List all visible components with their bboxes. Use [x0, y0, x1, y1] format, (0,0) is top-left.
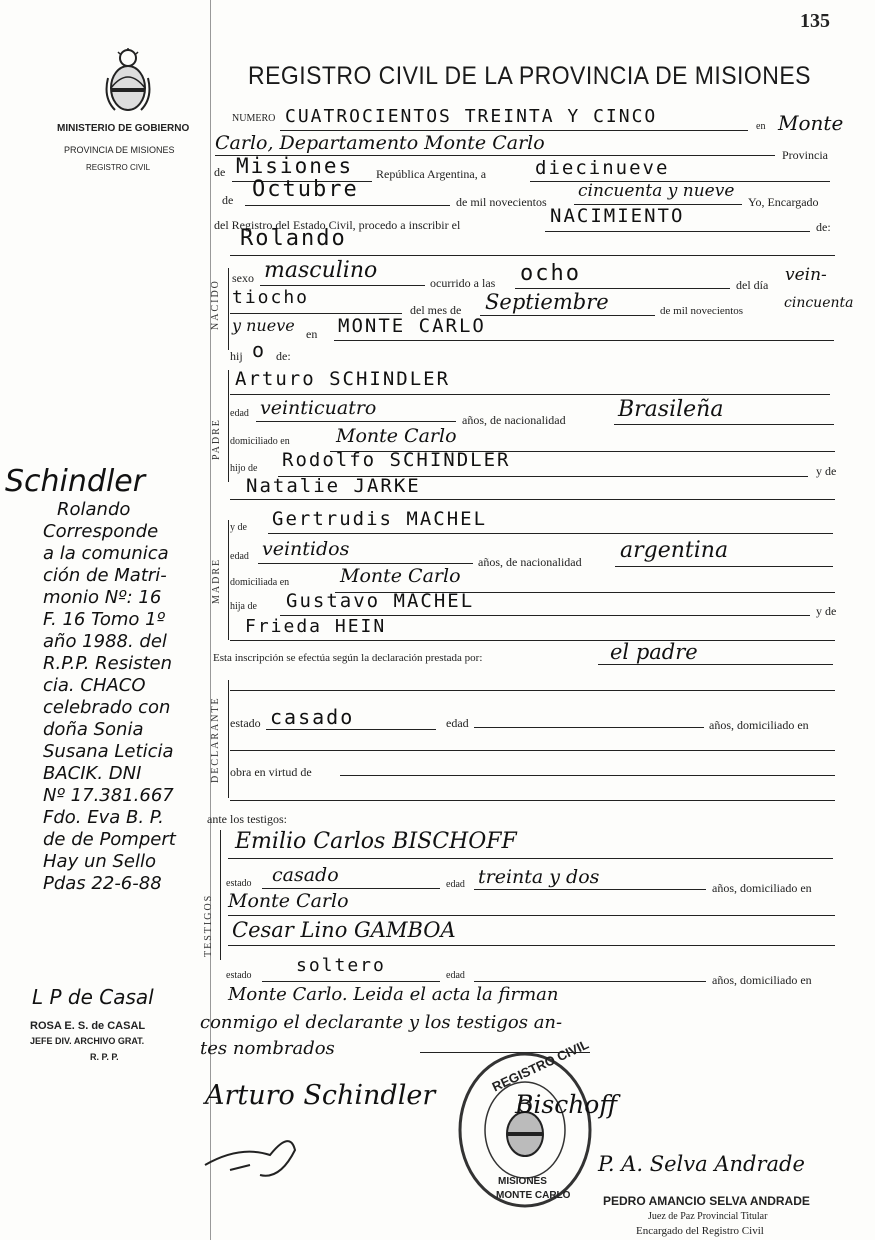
padre-nac: Brasileña	[618, 397, 724, 422]
seal-top: REGISTRO CIVIL	[489, 1036, 591, 1095]
label-de-month: de	[222, 193, 234, 207]
madre-domicilio: Monte Carlo	[340, 565, 461, 587]
label-de-colon: de:	[816, 220, 831, 234]
t2-estado: soltero	[296, 955, 386, 976]
margin-line: cia. CHACO	[43, 675, 146, 696]
rule	[228, 680, 229, 798]
declarante-value: el padre	[610, 640, 698, 664]
label-anios-nac: años, de nacionalidad	[462, 413, 566, 427]
t2-domicilio: Monte Carlo. Leida el acta la firman	[228, 984, 559, 1005]
rule	[230, 750, 835, 751]
coat-of-arms-icon	[103, 48, 153, 118]
margin-line: Susana Leticia	[43, 741, 174, 762]
document-title: REGISTRO CIVIL DE LA PROVINCIA DE MISIONES	[248, 62, 811, 90]
padre-madre: Natalie JARKE	[246, 475, 421, 497]
ministry-line2: PROVINCIA DE MISIONES	[64, 145, 175, 155]
label-inscripcion: Esta inscripción se efectúa según la declaración prestada por:	[213, 652, 483, 664]
rule	[262, 981, 440, 982]
rule	[598, 664, 833, 665]
rule	[230, 313, 402, 314]
official-title1: Juez de Paz Provincial Titular	[648, 1211, 768, 1222]
stamp-line2: JEFE DIV. ARCHIVO GRAT.	[30, 1036, 145, 1046]
label-y-de3: y de	[816, 604, 837, 618]
rule	[260, 285, 425, 286]
label-anios-dom-t2: años, domiciliado en	[712, 973, 812, 987]
margin-line: celebrado con	[43, 697, 171, 718]
seal-bottom-2: MONTE CARLO	[496, 1190, 571, 1201]
rule	[230, 640, 835, 641]
rule	[474, 889, 706, 890]
label-edad-t1: edad	[446, 879, 465, 890]
label-de: de	[214, 165, 226, 179]
margin-line: año 1988. del	[43, 631, 167, 652]
label-numero: NUMERO	[232, 113, 276, 124]
rule	[515, 288, 730, 289]
side-label-declarante: DECLARANTE	[210, 696, 221, 783]
lugar-value: MONTE CARLO	[338, 315, 486, 337]
rule	[228, 945, 835, 946]
madre-nombre: Gertrudis MACHEL	[272, 508, 488, 530]
year-value: cincuenta y nueve	[578, 181, 735, 201]
t1-estado: casado	[272, 864, 339, 886]
side-label-madre: MADRE	[211, 557, 222, 604]
acta-type: NACIMIENTO	[550, 205, 685, 227]
margin-line: a la comunica	[43, 543, 169, 564]
madre-padre: Gustavo MACHEL	[286, 590, 475, 612]
label-de2: de:	[276, 349, 291, 363]
anio-value-2: y nueve	[232, 316, 295, 335]
margin-line: BACIK. DNI	[43, 763, 142, 784]
testigo2: Cesar Lino GAMBOA	[232, 918, 456, 942]
ministry-line3: REGISTRO CIVIL	[86, 163, 151, 172]
margin-line: ción de Matri-	[43, 565, 167, 586]
label-anios-nac-madre: años, de nacionalidad	[478, 555, 582, 569]
margin-line: F. 16 Tomo 1º	[43, 609, 166, 630]
padre-nombre: Arturo SCHINDLER	[235, 368, 451, 390]
t1-domicilio: Monte Carlo	[228, 890, 349, 912]
official-signature: P. A. Selva Andrade	[598, 1152, 805, 1176]
hijo-suffix: o	[252, 338, 267, 362]
rule	[266, 729, 436, 730]
label-del-dia: del día	[736, 278, 769, 292]
label-republica: República Argentina, a	[376, 167, 487, 181]
place-part1: Monte	[778, 111, 844, 135]
margin-line: Pdas 22-6-88	[43, 873, 162, 894]
rule	[230, 394, 830, 395]
padre-domicilio: Monte Carlo	[336, 425, 457, 447]
margin-line: Schindler	[5, 464, 146, 499]
rule	[230, 499, 835, 500]
padre-padre: Rodolfo SCHINDLER	[282, 449, 511, 471]
label-en: en	[756, 121, 766, 132]
ministry-line1: MINISTERIO DE GOBIERNO	[57, 123, 190, 134]
dia-value-2: tiocho	[232, 287, 310, 308]
margin-line: Fdo. Eva B. P.	[43, 807, 164, 828]
label-estado-t2: estado	[226, 970, 252, 981]
rule	[230, 690, 835, 691]
rule	[268, 533, 833, 534]
rule	[614, 424, 834, 425]
hora-value: ocho	[520, 261, 581, 286]
label-edad-t2: edad	[446, 970, 465, 981]
numero-value: CUATROCIENTOS TREINTA Y CINCO	[285, 106, 658, 127]
child-name: Rolando	[240, 226, 347, 251]
rule	[480, 315, 655, 316]
label-del-mes: del mes de	[410, 303, 462, 317]
stamp-line3: R. P. P.	[90, 1052, 119, 1062]
rule	[230, 255, 835, 256]
page-number: 135	[800, 10, 830, 32]
closing-line2: conmigo el declarante y los testigos an-	[200, 1012, 563, 1033]
side-label-nacido: NACIDO	[210, 279, 221, 330]
label-registro: del Registro del Estado Civil, procedo a inscribir el	[214, 218, 461, 232]
witness-signature: Bischoff	[515, 1090, 618, 1119]
label-hijo: hij	[230, 349, 243, 363]
label-ocurrido: ocurrido a las	[430, 276, 496, 290]
testigo1: Emilio Carlos BISCHOFF	[235, 829, 517, 854]
madre-nac: argentina	[620, 538, 729, 563]
label-year: de mil novecientos	[456, 195, 547, 209]
label-yo: Yo, Encargado	[748, 195, 819, 209]
rule	[228, 915, 835, 916]
label-de-mil: de mil novecientos	[660, 305, 744, 317]
rule	[230, 800, 835, 801]
label-edad: edad	[230, 408, 249, 419]
rule	[228, 520, 229, 640]
rule	[545, 231, 810, 232]
label-provincia: Provincia	[782, 148, 828, 162]
stamp-line1: ROSA E. S. de CASAL	[30, 1020, 146, 1032]
scribble-signature-icon	[200, 1125, 330, 1185]
rule	[262, 888, 440, 889]
rule	[258, 563, 473, 564]
sexo-value: masculino	[264, 258, 378, 283]
margin-line: Rolando	[57, 499, 131, 520]
rule	[220, 830, 221, 960]
provincia-value: Misiones	[236, 154, 354, 178]
margin-line: R.P.P. Resisten	[43, 653, 173, 674]
label-y-de: y de	[816, 464, 837, 478]
label-domiciliada: domiciliada en	[230, 577, 290, 588]
dia-value-1: vein-	[785, 265, 827, 285]
padre-edad: veinticuatro	[260, 397, 377, 419]
rule	[228, 268, 229, 350]
margin-line: de de Pompert	[43, 829, 176, 850]
label-anios-dom: años, domiciliado en	[709, 718, 809, 732]
label-estado-t1: estado	[226, 878, 252, 889]
label-edad-madre: edad	[230, 551, 249, 562]
label-edad-decl: edad	[446, 716, 469, 730]
label-sexo: sexo	[232, 271, 254, 285]
label-domiciliado: domiciliado en	[230, 436, 290, 447]
madre-edad: veintidos	[262, 538, 350, 560]
closing-line3: tes nombrados	[200, 1038, 335, 1059]
label-hijo-de: hijo de	[230, 463, 258, 474]
label-y-de2: y de	[230, 522, 247, 533]
rule	[340, 775, 835, 776]
mes-value: Septiembre	[485, 290, 609, 314]
margin-line: doña Sonia	[43, 719, 144, 740]
label-hija-de: hija de	[230, 601, 257, 612]
t1-edad: treinta y dos	[478, 866, 600, 888]
madre-madre: Frieda HEIN	[245, 616, 387, 637]
rule	[228, 858, 833, 859]
decl-estado: casado	[270, 705, 355, 729]
side-label-testigos: TESTIGOS	[203, 893, 214, 957]
margin-line: Hay un Sello	[43, 851, 156, 872]
rule	[280, 130, 748, 131]
margin-signature: L P de Casal	[32, 985, 154, 1009]
rule	[228, 370, 229, 482]
side-label-padre: PADRE	[211, 418, 222, 460]
label-testigos: ante los testigos:	[207, 812, 287, 826]
anio-value-1: cincuenta	[784, 295, 854, 311]
margin-line: Nº 17.381.667	[43, 785, 174, 806]
label-obra: obra en virtud de	[230, 765, 312, 779]
seal-bottom-1: MISIONES	[498, 1176, 547, 1187]
label-estado: estado	[230, 716, 261, 730]
rule	[474, 981, 706, 982]
rule	[245, 205, 450, 206]
margin-note	[3, 465, 208, 895]
day-value: diecinueve	[535, 157, 670, 179]
rule	[474, 727, 704, 728]
margin-line: Corresponde	[43, 521, 159, 542]
rule	[256, 421, 456, 422]
month-value: Octubre	[252, 177, 359, 202]
official-name: PEDRO AMANCIO SELVA ANDRADE	[603, 1194, 810, 1208]
rule	[334, 340, 834, 341]
label-en2: en	[306, 327, 318, 341]
place-part2: Carlo, Departamento Monte Carlo	[215, 132, 545, 154]
label-anios-dom-t1: años, domiciliado en	[712, 881, 812, 895]
margin-line: monio Nº: 16	[43, 587, 162, 608]
rule	[615, 566, 833, 567]
official-title2: Encargado del Registro Civil	[636, 1225, 764, 1237]
father-signature: Arturo Schindler	[205, 1080, 436, 1111]
